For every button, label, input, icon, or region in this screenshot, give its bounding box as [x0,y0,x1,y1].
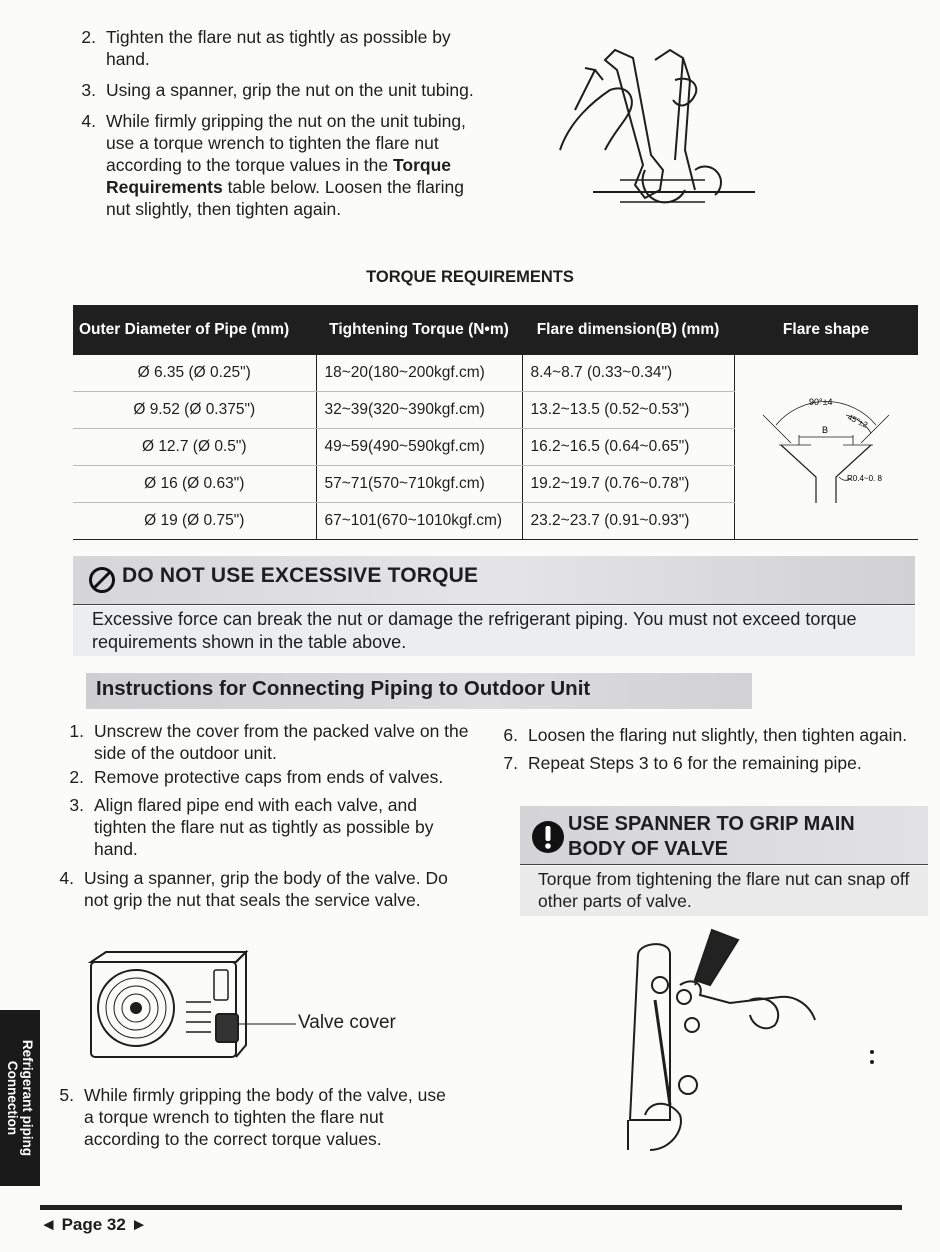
list-item [72,79,492,101]
torque-table [73,305,918,540]
table-cell: 18~20(180~200kgf.cm) [316,355,522,392]
list-item [60,794,480,860]
table-cell: Ø 19 (Ø 0.75") [73,503,316,540]
step-text: Remove protective caps from ends of valves. [94,767,444,787]
step-text: Unscrew the cover from the packed valve on the side of the outdoor unit. [94,721,469,763]
step-text: Using a spanner, grip the body of the valve. Do not grip the nut that seals the service valve. [84,868,448,910]
table-cell: 32~39(320~390kgf.cm) [316,392,522,429]
step-number: 5. [59,1085,74,1105]
step-text: Repeat Steps 3 to 6 for the remaining pipe. [528,753,862,773]
notice-title-line: BODY OF VALVE [568,838,729,860]
step-text-bold: Torque Requirements [106,155,452,197]
valve-spanner-illustration [600,925,830,1155]
step-number: 7. [503,753,518,773]
step-number: 1. [69,721,84,741]
table-cell: Ø 16 (Ø 0.63") [73,466,316,503]
step-text: Align flared pipe end with each valve, and tighten the flare nut as tightly as possible by hand. [94,795,434,859]
table-cell: 67~101(670~1010kgf.cm) [316,503,522,540]
table-cell: 57~71(570~710kgf.cm) [316,466,522,503]
column-header: Tightening Torque (N•m) [316,305,522,355]
top-steps-list [72,26,492,228]
list-item [60,766,480,788]
column-header: Flare dimension(B) (mm) [522,305,734,355]
table-title: TORQUE REQUIREMENTS [366,268,574,286]
column-header: Flare shape [734,305,918,355]
list-item [50,1084,480,1150]
table-cell: 16.2~16.5 (0.64~0.65") [522,429,734,466]
step-number: 6. [503,725,518,745]
table-cell: 13.2~13.5 (0.52~0.53") [522,392,734,429]
table-cell: 8.4~8.7 (0.33~0.34") [522,355,734,392]
warning-text: Excessive force can break the nut or damage the refrigerant piping. You must not exceed torque requirements shown in the table above. [92,609,857,652]
warning-title: DO NOT USE EXCESSIVE TORQUE [122,564,479,587]
left-steps-list [60,720,480,919]
notice-title-line: USE SPANNER TO GRIP MAIN [568,813,855,835]
step-number: 4. [81,111,96,131]
step5-list [50,1084,480,1158]
list-item [494,752,914,774]
table-cell: 19.2~19.7 (0.76~0.78") [522,466,734,503]
right-steps-list [494,724,914,782]
step-number: 3. [81,80,96,100]
page-number-text: Page 32 [61,1215,126,1234]
step-text: Tighten the flare nut as tightly as possible by hand. [106,27,451,69]
table-cell: Ø 9.52 (Ø 0.375") [73,392,316,429]
list-item [50,867,480,911]
list-item [72,110,492,220]
arrow-right-icon[interactable]: ► [130,1215,148,1234]
step-number: 2. [69,767,84,787]
notice-title [568,812,855,862]
table-cell: 23.2~23.7 (0.91~0.93") [522,503,734,540]
step-text [106,110,492,220]
diagram-b-label: B [822,424,829,435]
table-row [73,355,918,392]
step-text-part: table below. Loosen the flaring nut slightly, then tighten again. [106,177,464,219]
table-cell: 49~59(490~590kgf.cm) [316,429,522,466]
exclamation-icon [531,820,565,854]
page-number [40,1215,147,1235]
step-number: 3. [69,795,84,815]
arrow-left-icon[interactable]: ◄ [40,1215,57,1234]
side-tab-line: Refrigerant piping [20,1039,35,1157]
section-title: Instructions for Connecting Piping to Outdoor Unit [96,677,591,700]
prohibition-icon [88,566,116,594]
side-tab-text [0,1010,40,1186]
side-tab-line: Connection [5,1060,20,1136]
column-header: Outer Diameter of Pipe (mm) [73,305,316,355]
list-item [72,26,492,70]
list-item [60,720,480,764]
diagram-half-angle-label: 45°±2 [846,412,870,430]
step-text: Using a spanner, grip the nut on the unit tubing. [106,80,474,100]
flare-shape-cell [734,355,918,540]
flare-shape-diagram [751,385,901,505]
decorative-dots [868,1048,876,1068]
valve-cover-label: Valve cover [298,1012,396,1033]
wrench-illustration [555,40,785,220]
table-cell: Ø 12.7 (Ø 0.5") [73,429,316,466]
diagram-radius-label: R0.4~0. 8 [847,473,883,483]
step-number: 4. [59,868,74,888]
diagram-angle-label: 90°±4 [809,396,833,407]
step-number: 2. [81,27,96,47]
footer-rule [40,1205,902,1210]
step-text: While firmly gripping the body of the valve, use a torque wrench to tighten the flare nut according to the correct torque values. [84,1085,446,1149]
list-item [494,724,914,746]
notice-text: Torque from tightening the flare nut can snap off other parts of valve. [538,869,910,911]
table-cell: Ø 6.35 (Ø 0.25") [73,355,316,392]
outdoor-unit-illustration [86,950,296,1065]
chapter-side-tab [0,1010,40,1186]
step-text: Loosen the flaring nut slightly, then tighten again. [528,725,908,745]
table-header-row [73,305,918,355]
step-text-part: While firmly gripping the nut on the unit tubing, use a torque wrench to tighten the flare nut according to the torque values in the [106,111,466,175]
